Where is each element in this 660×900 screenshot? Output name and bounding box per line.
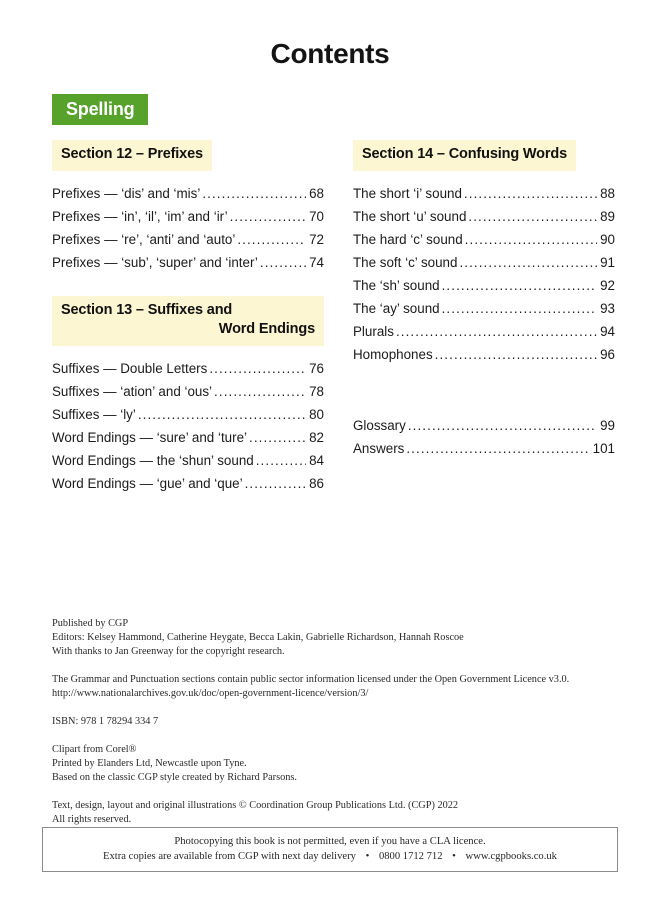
section-14-entry-list: [353, 182, 615, 366]
section-heading-12-line1: Section 12 – Prefixes: [61, 146, 203, 162]
dot-leader: [256, 449, 306, 472]
toc-entry-page: 96: [600, 346, 615, 362]
dot-leader: [214, 380, 306, 403]
dot-leader: [468, 205, 597, 228]
imprint-line: Printed by Elanders Ltd, Newcastle upon Tyne.: [52, 758, 247, 769]
imprint-spacer: [52, 729, 614, 743]
contents-column-right: [353, 140, 615, 460]
toc-entry-title: Suffixes — ‘ation’ and ‘ous’: [52, 383, 213, 399]
section-spacer: [52, 274, 324, 296]
dot-leader: [260, 251, 306, 274]
section-heading-14: [353, 140, 576, 171]
toc-entry-page: 93: [600, 300, 615, 316]
dot-leader: [442, 297, 597, 320]
toc-entry-page: 101: [592, 440, 615, 456]
toc-entry[interactable]: [52, 205, 324, 228]
dot-leader: [209, 357, 306, 380]
toc-entry-page: 90: [600, 231, 615, 247]
copyright-notice-box: [42, 827, 618, 872]
toc-entry[interactable]: [52, 449, 324, 472]
toc-entry-title: The ‘sh’ sound: [353, 277, 440, 293]
toc-entry[interactable]: [52, 426, 324, 449]
imprint-line: All rights reserved.: [52, 814, 132, 825]
contents-section-12: [52, 140, 324, 274]
imprint-spacer: [52, 659, 614, 673]
toc-entry-title: The ‘ay’ sound: [353, 300, 440, 316]
imprint-line: The Grammar and Punctuation sections contain public sector information licensed under the Open Government Licence v3.0.: [52, 674, 570, 685]
dot-leader: [435, 343, 597, 366]
toc-entry[interactable]: [353, 251, 615, 274]
dot-leader: [237, 228, 306, 251]
dot-leader: [406, 437, 589, 460]
contents-column-left: [52, 140, 324, 495]
toc-entry[interactable]: [52, 472, 324, 495]
notice-line-1: Photocopying this book is not permitted, even if you have a CLA licence.: [174, 836, 486, 847]
back-matter-list: [353, 414, 615, 460]
imprint-line: With thanks to Jan Greenway for the copyright research.: [52, 646, 285, 657]
dot-leader: [202, 182, 306, 205]
notice-phone: 0800 1712 712: [378, 851, 443, 862]
toc-entry-title: The soft ‘c’ sound: [353, 254, 458, 270]
toc-entry[interactable]: [353, 437, 615, 460]
toc-entry-title: Suffixes — ‘ly’: [52, 406, 136, 422]
imprint-spacer: [52, 701, 614, 715]
toc-entry-page: 84: [309, 452, 324, 468]
imprint-licence-url: http://www.nationalarchives.gov.uk/doc/open-government-licence/version/3/: [52, 688, 369, 699]
dot-leader: [249, 426, 306, 449]
dot-leader: [245, 472, 307, 495]
section-12-entry-list: [52, 182, 324, 274]
imprint-line: Editors: Kelsey Hammond, Catherine Heygate, Becca Lakin, Gabrielle Richardson, Hannah Roscoe: [52, 632, 464, 643]
toc-entry-title: Homophones: [353, 346, 433, 362]
bullet-separator-icon: •: [365, 851, 370, 862]
toc-entry-title: Plurals: [353, 323, 394, 339]
toc-entry[interactable]: [353, 320, 615, 343]
toc-entry-page: 78: [309, 383, 324, 399]
imprint-line: Published by CGP: [52, 618, 129, 629]
imprint-block: [52, 617, 614, 827]
toc-entry[interactable]: [353, 228, 615, 251]
toc-entry-page: 72: [309, 231, 324, 247]
toc-entry-page: 94: [600, 323, 615, 339]
dot-leader: [464, 182, 597, 205]
toc-entry-page: 86: [309, 475, 324, 491]
toc-entry-title: Suffixes — Double Letters: [52, 360, 208, 376]
toc-entry-page: 80: [309, 406, 324, 422]
toc-entry-page: 76: [309, 360, 324, 376]
notice-line-2: [47, 849, 613, 864]
section-heading-14-line1: Section 14 – Confusing Words: [362, 146, 568, 162]
toc-entry-title: Word Endings — ‘sure’ and ‘ture’: [52, 429, 248, 445]
toc-entry[interactable]: [52, 251, 324, 274]
toc-entry[interactable]: [353, 343, 615, 366]
notice-website: www.cgpbooks.co.uk: [465, 851, 557, 862]
toc-entry[interactable]: [52, 380, 324, 403]
dot-leader: [408, 414, 597, 437]
toc-entry-page: 74: [309, 254, 324, 270]
toc-entry-title: The short ‘u’ sound: [353, 208, 467, 224]
toc-entry-page: 92: [600, 277, 615, 293]
contents-section-14: [353, 140, 615, 366]
toc-entry-title: Prefixes — ‘in’, ‘il’, ‘im’ and ‘ir’: [52, 208, 228, 224]
toc-entry-page: 88: [600, 185, 615, 201]
toc-entry-page: 82: [309, 429, 324, 445]
notice-copies-text: Extra copies are available from CGP with next day delivery: [103, 851, 356, 862]
section-heading-12: [52, 140, 212, 171]
page-title: Contents: [270, 38, 390, 69]
toc-entry[interactable]: [353, 297, 615, 320]
toc-entry-page: 70: [309, 208, 324, 224]
toc-entry-page: 68: [309, 185, 324, 201]
toc-entry-title: Prefixes — ‘sub’, ‘super’ and ‘inter’: [52, 254, 258, 270]
imprint-isbn: ISBN: 978 1 78294 334 7: [52, 716, 159, 727]
dot-leader: [465, 228, 597, 251]
section-heading-13: [52, 296, 324, 346]
toc-entry-page: 91: [600, 254, 615, 270]
toc-entry[interactable]: [52, 182, 324, 205]
dot-leader: [459, 251, 597, 274]
toc-entry-page: 89: [600, 208, 615, 224]
toc-entry[interactable]: [52, 403, 324, 426]
toc-entry-title: Prefixes — ‘dis’ and ‘mis’: [52, 185, 201, 201]
toc-entry-page: 99: [600, 417, 615, 433]
toc-entry-title: Word Endings — the ‘shun’ sound: [52, 452, 254, 468]
toc-entry[interactable]: [353, 274, 615, 297]
toc-entry-title: Glossary: [353, 417, 406, 433]
toc-entry-title: Prefixes — ‘re’, ‘anti’ and ‘auto’: [52, 231, 236, 247]
dot-leader: [442, 274, 597, 297]
bullet-separator-icon: •: [452, 851, 456, 862]
contents-section-13: [52, 296, 324, 495]
toc-entry[interactable]: [52, 357, 324, 380]
toc-entry[interactable]: [353, 205, 615, 228]
toc-entry-title: The hard ‘c’ sound: [353, 231, 463, 247]
dot-leader: [138, 403, 306, 426]
back-matter-spacer: [353, 366, 615, 414]
toc-entry-title: Answers: [353, 440, 405, 456]
imprint-spacer: [52, 785, 614, 799]
subject-badge-spelling: Spelling: [52, 94, 148, 125]
section-heading-13-line1: Section 13 – Suffixes and: [61, 301, 233, 318]
section-13-entry-list: [52, 357, 324, 495]
toc-entry-title: Word Endings — ‘gue’ and ‘que’: [52, 475, 243, 491]
imprint-line: Clipart from Corel®: [52, 744, 137, 755]
toc-entry[interactable]: [353, 414, 615, 437]
toc-entry[interactable]: [353, 182, 615, 205]
imprint-line: Based on the classic CGP style created by Richard Parsons.: [52, 772, 297, 783]
toc-entry[interactable]: [52, 228, 324, 251]
imprint-copyright: Text, design, layout and original illustrations © Coordination Group Publications Ltd. (CGP) 2022: [52, 800, 459, 811]
section-heading-13-line2: Word Endings: [218, 321, 315, 338]
dot-leader: [396, 320, 597, 343]
toc-entry-title: The short ‘i’ sound: [353, 185, 462, 201]
dot-leader: [230, 205, 306, 228]
